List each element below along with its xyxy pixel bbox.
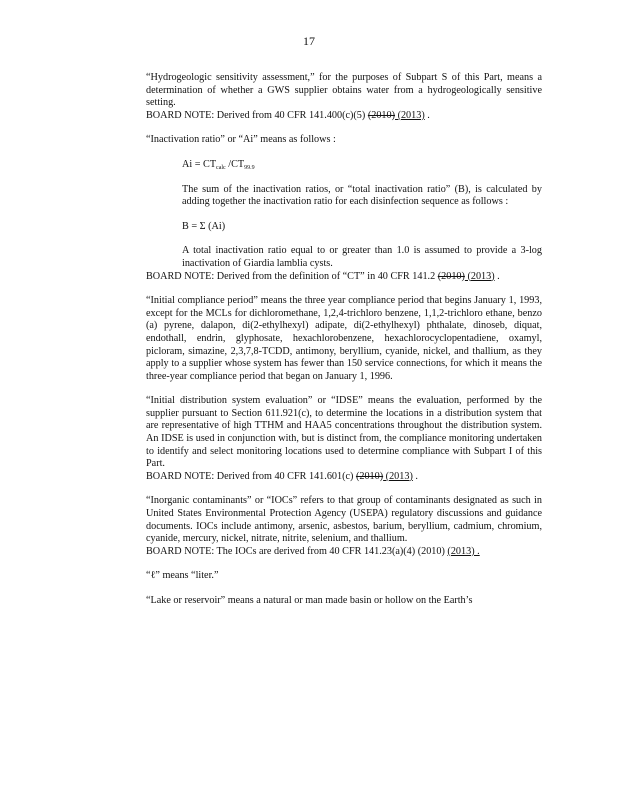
- inserted-citation: (2013) .: [447, 545, 480, 557]
- board-note: [146, 546, 542, 559]
- board-note-text: BOARD NOTE: Derived from 40 CFR 141.601(c): [146, 470, 356, 482]
- board-note-end: .: [412, 470, 418, 482]
- board-note-end: .: [424, 109, 430, 121]
- definition-liter: [146, 570, 542, 583]
- document-body: [146, 72, 542, 620]
- deleted-citation: (2010): [367, 109, 396, 121]
- total-ratio-text: A total inactivation ratio equal to or greater than 1.0 is assumed to provide a 3-log inactivation of Giardia lamblia cysts.: [182, 245, 542, 269]
- definition-text: “ℓ” means “liter.”: [146, 570, 219, 582]
- formula-subscript: 99.9: [244, 164, 255, 171]
- inserted-citation: (2013): [464, 270, 495, 282]
- definition-hydrogeologic: [146, 72, 542, 122]
- board-note: [146, 471, 542, 484]
- board-note: [146, 271, 542, 284]
- page-number: 17: [303, 34, 315, 48]
- board-note-text: BOARD NOTE: Derived from 40 CFR 141.400(c)(5): [146, 109, 368, 121]
- definition-inorganic-contaminants: [146, 495, 542, 558]
- formula-ai-mid: /CT: [225, 158, 245, 170]
- formula-ai: [182, 159, 542, 172]
- board-note-text: BOARD NOTE: The IOCs are derived from 40 CFR 141.23(a)(4) (2010): [146, 545, 448, 557]
- board-note-text: BOARD NOTE: Derived from the definition of “CT” in 40 CFR 141.2: [146, 270, 438, 282]
- deleted-citation: (2010): [355, 470, 384, 482]
- definition-text: “Hydrogeologic sensitivity assessment,” for the purposes of Subpart S of this Part, means a determination of whether a GWS supplier obtains water from a hydrogeologically sensitive setting.: [146, 72, 542, 109]
- definition-lake-or-reservoir: [146, 595, 542, 608]
- definition-text: “Inorganic contaminants” or “IOCs” refers to that group of contaminants designated as such in United States Environmental Protection Agency (USEPA) regulatory discussions and guidance documents. IOCs include antimony, arsenic, asbestos, barium, beryllium, cadmium, chromium, cyanide, mercury, nickel, nitrate, nitrite, selenium, and thallium.: [146, 495, 542, 545]
- formula-b: B = Σ (Ai): [182, 220, 226, 232]
- deleted-citation: (2010): [437, 270, 465, 282]
- sum-description: The sum of the inactivation ratios, or “total inactivation ratio” (B), is calculated by adding together the inactivation ratio for each disinfection sequence as follows :: [182, 183, 542, 208]
- definition-text: “Initial compliance period” means the three year compliance period that begins January 1, 1993, except for the MCLs for dichloromethane, 1,2,4-trichloro benzene, 1,1,2-trichloro ethane, benzo (a) pyrene, dalapon, di(2-ethylhexyl) adipate, di(2-ethylhexyl) phthalate, dinoseb, diquat, endothall, endrin, glyphosate, hexachlorobenzene, hexachlorocyclopentadiene, oxamyl, picloram, simazine, 2,3,7,8-TCDD, antimony, beryllium, cyanide, nickel, and thallium, as they apply to a supplier whose system has fewer than 150 service connections, for which it means the three-year compliance period that began on January 1, 1996.: [146, 295, 542, 382]
- definition-initial-compliance-period: [146, 295, 542, 383]
- definition-text: “Initial distribution system evaluation” or “IDSE” means the evaluation, performed by the supplier pursuant to Section 611.921(c), to determine the locations in a distribution system that are representative of high TTHM and HAA5 concentrations throughout the distribution system. An IDSE is used in conjunction with, but is distinct from, the compliance monitoring undertaken to identify and select monitoring locations used to determine compliance with Subpart I of this Part.: [146, 395, 542, 470]
- inserted-citation: (2013): [383, 470, 413, 482]
- definition-inactivation-ratio: [146, 134, 542, 283]
- definition-idse: [146, 395, 542, 483]
- inserted-citation: (2013): [395, 109, 425, 121]
- formula-subscript: calc: [216, 164, 226, 171]
- definition-text: “Inactivation ratio” or “Ai” means as follows :: [146, 134, 336, 146]
- definition-text: “Lake or reservoir” means a natural or man made basin or hollow on the Earth’s: [146, 595, 473, 606]
- board-note-end: .: [494, 270, 500, 282]
- board-note: [146, 110, 542, 123]
- formula-ai-lhs: Ai = CT: [182, 158, 217, 170]
